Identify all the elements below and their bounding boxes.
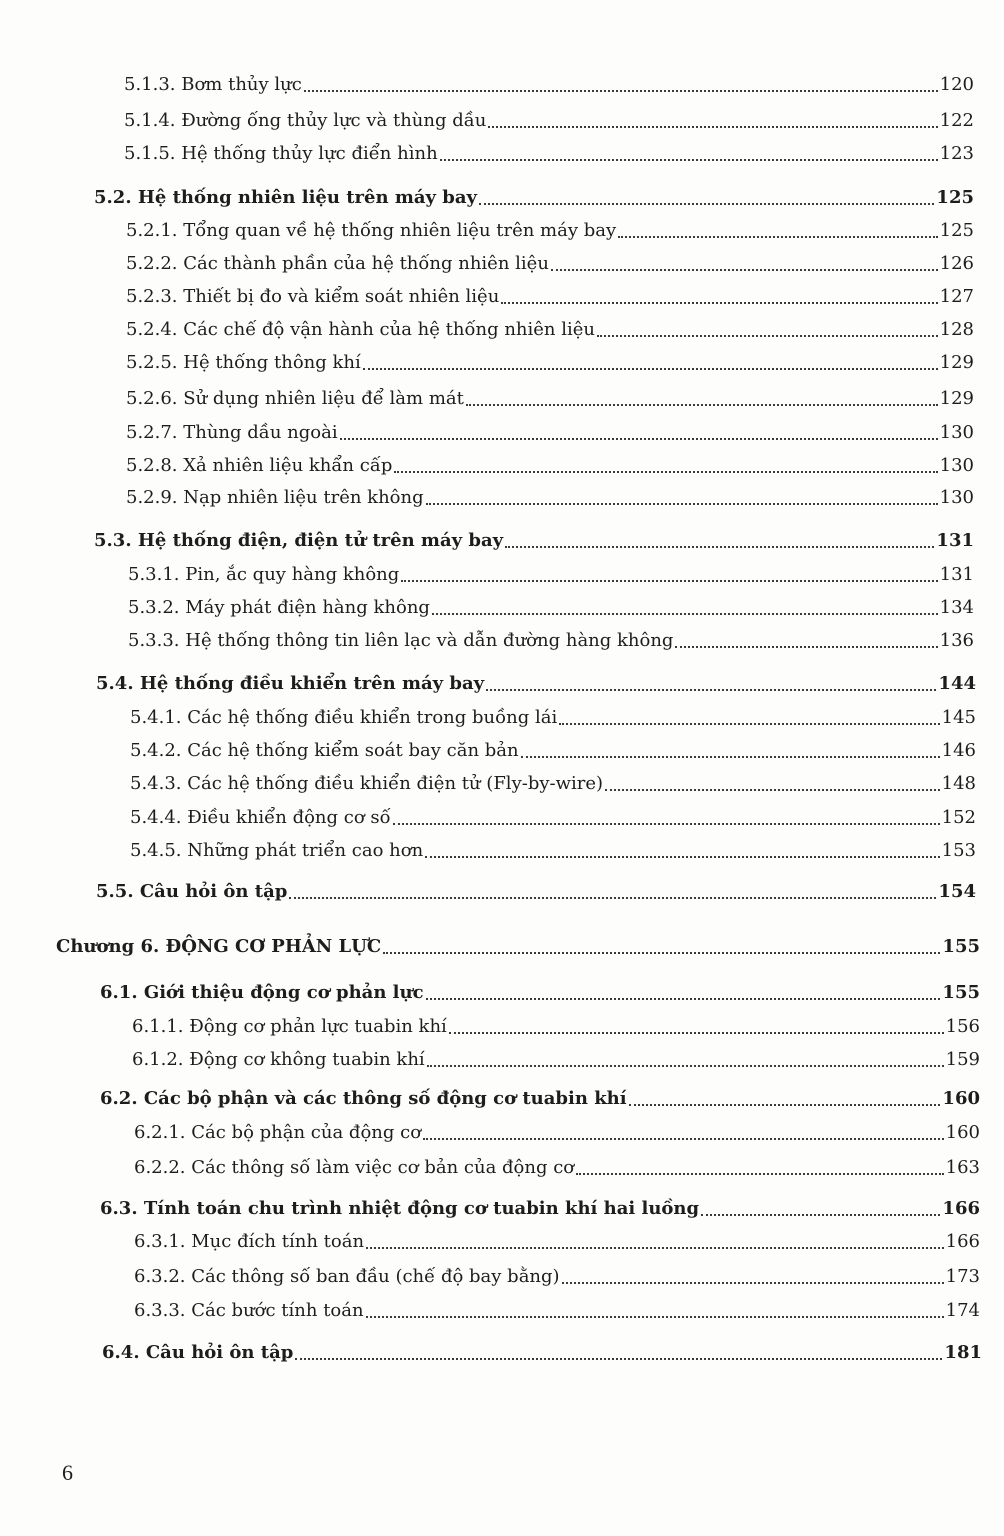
toc-entry-page: 156 <box>945 1016 980 1037</box>
toc-entry-page: 125 <box>936 187 974 208</box>
toc-entry-page: 163 <box>945 1157 980 1178</box>
toc-leader <box>701 1213 940 1216</box>
toc-entry <box>126 451 974 477</box>
toc-entry-label: 5.4.2. Các hệ thống kiểm soát bay căn bản <box>130 740 519 761</box>
toc-entry <box>134 1262 980 1288</box>
toc-leader <box>426 997 941 1000</box>
toc-entry-label: 6.3.2. Các thông số ban đầu (chế độ bay bằng) <box>134 1266 560 1287</box>
toc-entry-label: 5.2.6. Sử dụng nhiên liệu để làm mát <box>126 388 464 409</box>
toc-leader <box>432 612 938 615</box>
toc-leader <box>479 202 934 205</box>
toc-entry-label: 5.5. Câu hỏi ôn tập <box>96 881 288 902</box>
toc-entry <box>130 703 976 729</box>
toc-entry-label: 5.4.5. Những phát triển cao hơn <box>130 840 424 861</box>
page-number: 6 <box>62 1460 73 1485</box>
toc-entry-label: 5.1.3. Bơm thủy lực <box>124 74 302 95</box>
toc-leader <box>597 334 938 337</box>
toc-leader <box>426 502 938 505</box>
toc-entry <box>134 1118 980 1144</box>
toc-leader <box>304 89 938 92</box>
toc-leader <box>562 1281 944 1284</box>
toc-entry-label: 5.2.5. Hệ thống thông khí <box>126 352 361 373</box>
toc-leader <box>629 1103 941 1106</box>
toc-entry-page: 160 <box>942 1088 980 1109</box>
toc-entry-page: 152 <box>941 807 976 828</box>
toc-entry-page: 134 <box>939 597 974 618</box>
toc-entry-page: 131 <box>939 564 974 585</box>
toc-entry-label: 5.3.3. Hệ thống thông tin liên lạc và dẫn đường hàng không <box>128 630 674 651</box>
toc-entry-label: 5.1.4. Đường ống thủy lực và thùng dầu <box>124 110 487 131</box>
toc-leader <box>675 645 937 648</box>
toc-entry-page: 159 <box>945 1049 980 1070</box>
toc-entry-label: 6.2. Các bộ phận và các thông số động cơ tuabin khí <box>100 1088 627 1109</box>
toc-leader <box>505 545 934 548</box>
toc-leader <box>289 896 936 899</box>
toc-leader <box>440 158 938 161</box>
toc-entry <box>124 70 974 96</box>
toc-entry-label: Chương 6. ĐỘNG CƠ PHẢN LỰC <box>56 936 382 957</box>
toc-entry-page: 173 <box>945 1266 980 1287</box>
toc-entry-label: 5.2.4. Các chế độ vận hành của hệ thống nhiên liệu <box>126 319 595 340</box>
toc-entry-page: 130 <box>939 422 974 443</box>
toc-leader <box>425 855 939 858</box>
toc-leader <box>576 1172 944 1175</box>
toc-entry-page: 144 <box>938 673 976 694</box>
toc-entry <box>130 803 976 829</box>
toc-section <box>94 526 974 552</box>
toc-entry-label: 6.3. Tính toán chu trình nhiệt động cơ tuabin khí hai luồng <box>100 1198 700 1219</box>
toc-entry-label: 5.3.2. Máy phát điện hàng không <box>128 597 430 618</box>
toc-section <box>102 1338 982 1364</box>
toc-entry-label: 6.4. Câu hỏi ôn tập <box>102 1342 294 1363</box>
toc-entry-page: 126 <box>939 253 974 274</box>
toc-entry-page: 127 <box>939 286 974 307</box>
toc-entry <box>134 1153 980 1179</box>
toc-entry <box>134 1227 980 1253</box>
toc-leader <box>401 579 937 582</box>
toc-entry <box>126 216 974 242</box>
toc-leader <box>449 1031 944 1034</box>
toc-entry-page: 131 <box>936 530 974 551</box>
toc-entry-page: 155 <box>942 982 980 1003</box>
toc-entry-page: 122 <box>939 110 974 131</box>
toc-entry-page: 145 <box>941 707 976 728</box>
toc-entry <box>126 418 974 444</box>
toc-entry <box>126 384 974 410</box>
toc-entry <box>130 736 976 762</box>
toc-entry <box>132 1045 980 1071</box>
toc-leader <box>551 268 938 271</box>
toc-chapter <box>56 932 980 958</box>
toc-entry <box>134 1296 980 1322</box>
toc-entry-label: 6.2.1. Các bộ phận của động cơ <box>134 1122 422 1143</box>
toc-entry-label: 6.1.2. Động cơ không tuabin khí <box>132 1049 425 1070</box>
toc-entry-label: 5.3. Hệ thống điện, điện tử trên máy bay <box>94 530 504 551</box>
toc-entry <box>126 282 974 308</box>
toc-entry-label: 5.2.2. Các thành phần của hệ thống nhiên liệu <box>126 253 549 274</box>
toc-leader <box>501 301 937 304</box>
toc-entry <box>132 1012 980 1038</box>
toc-leader <box>295 1357 942 1360</box>
toc-leader <box>486 688 936 691</box>
toc-section <box>94 183 974 209</box>
toc-entry-page: 129 <box>939 352 974 373</box>
toc-leader <box>466 403 938 406</box>
toc-entry-page: 153 <box>941 840 976 861</box>
toc-entry-label: 6.2.2. Các thông số làm việc cơ bản của động cơ <box>134 1157 575 1178</box>
toc-entry-page: 148 <box>941 773 976 794</box>
toc-entry-label: 6.3.3. Các bước tính toán <box>134 1300 364 1321</box>
toc-section <box>100 1194 980 1220</box>
toc-entry-page: 120 <box>939 74 974 95</box>
toc-entry-page: 130 <box>939 455 974 476</box>
toc-entry-page: 155 <box>942 936 980 957</box>
toc-entry <box>128 560 974 586</box>
toc-entry-label: 5.2.9. Nạp nhiên liệu trên không <box>126 487 424 508</box>
toc-entry <box>130 769 976 795</box>
toc-leader <box>521 755 940 758</box>
toc-entry-page: 128 <box>939 319 974 340</box>
toc-leader <box>366 1315 944 1318</box>
toc-leader <box>394 470 937 473</box>
toc-leader <box>618 235 937 238</box>
toc-section <box>100 1084 980 1110</box>
toc-entry-page: 166 <box>942 1198 980 1219</box>
toc-leader <box>488 125 937 128</box>
toc-entry-label: 5.2.1. Tổng quan về hệ thống nhiên liệu trên máy bay <box>126 220 617 241</box>
toc-entry-label: 5.2.3. Thiết bị đo và kiểm soát nhiên liệu <box>126 286 500 307</box>
toc-leader <box>383 951 940 954</box>
toc-leader <box>340 437 938 440</box>
toc-entry-page: 166 <box>945 1231 980 1252</box>
toc-leader <box>393 822 940 825</box>
toc-entry-page: 136 <box>939 630 974 651</box>
toc-leader <box>605 788 940 791</box>
toc-entry <box>126 315 974 341</box>
toc-entry <box>126 483 974 509</box>
toc-entry <box>128 593 974 619</box>
toc-entry <box>126 348 974 374</box>
toc-entry-label: 6.3.1. Mục đích tính toán <box>134 1231 365 1252</box>
toc-entry <box>124 106 974 132</box>
toc-entry-label: 5.4. Hệ thống điều khiển trên máy bay <box>96 673 485 694</box>
toc-leader <box>423 1137 944 1140</box>
toc-leader <box>427 1064 944 1067</box>
toc-section <box>100 978 980 1004</box>
toc-entry-page: 130 <box>939 487 974 508</box>
toc-leader <box>559 722 939 725</box>
toc-entry-page: 146 <box>941 740 976 761</box>
toc-entry <box>130 836 976 862</box>
toc-section <box>96 877 976 903</box>
toc-entry-label: 6.1. Giới thiệu động cơ phản lực <box>100 982 424 1003</box>
toc-entry-page: 160 <box>945 1122 980 1143</box>
toc-entry-label: 5.2. Hệ thống nhiên liệu trên máy bay <box>94 187 477 208</box>
toc-entry-page: 181 <box>944 1342 982 1363</box>
toc-entry-label: 5.2.7. Thùng dầu ngoài <box>126 422 338 443</box>
toc-entry-label: 5.1.5. Hệ thống thủy lực điển hình <box>124 143 438 164</box>
toc-entry-page: 174 <box>945 1300 980 1321</box>
toc-entry-label: 6.1.1. Động cơ phản lực tuabin khí <box>132 1016 447 1037</box>
toc-entry <box>126 249 974 275</box>
toc-entry-label: 5.2.8. Xả nhiên liệu khẩn cấp <box>126 455 393 476</box>
toc-entry-page: 125 <box>939 220 974 241</box>
toc-entry-label: 5.4.1. Các hệ thống điều khiển trong buồng lái <box>130 707 558 728</box>
toc-entry <box>124 139 974 165</box>
toc-section <box>96 669 976 695</box>
toc-entry-label: 5.4.4. Điều khiển động cơ số <box>130 807 391 828</box>
toc-entry-label: 5.3.1. Pin, ắc quy hàng không <box>128 564 400 585</box>
toc-entry-label: 5.4.3. Các hệ thống điều khiển điện tử (Fly-by-wire) <box>130 773 604 794</box>
toc-leader <box>366 1246 944 1249</box>
toc-entry-page: 154 <box>938 881 976 902</box>
toc-entry-page: 129 <box>939 388 974 409</box>
toc-entry <box>128 626 974 652</box>
toc-leader <box>363 367 938 370</box>
toc-entry-page: 123 <box>939 143 974 164</box>
